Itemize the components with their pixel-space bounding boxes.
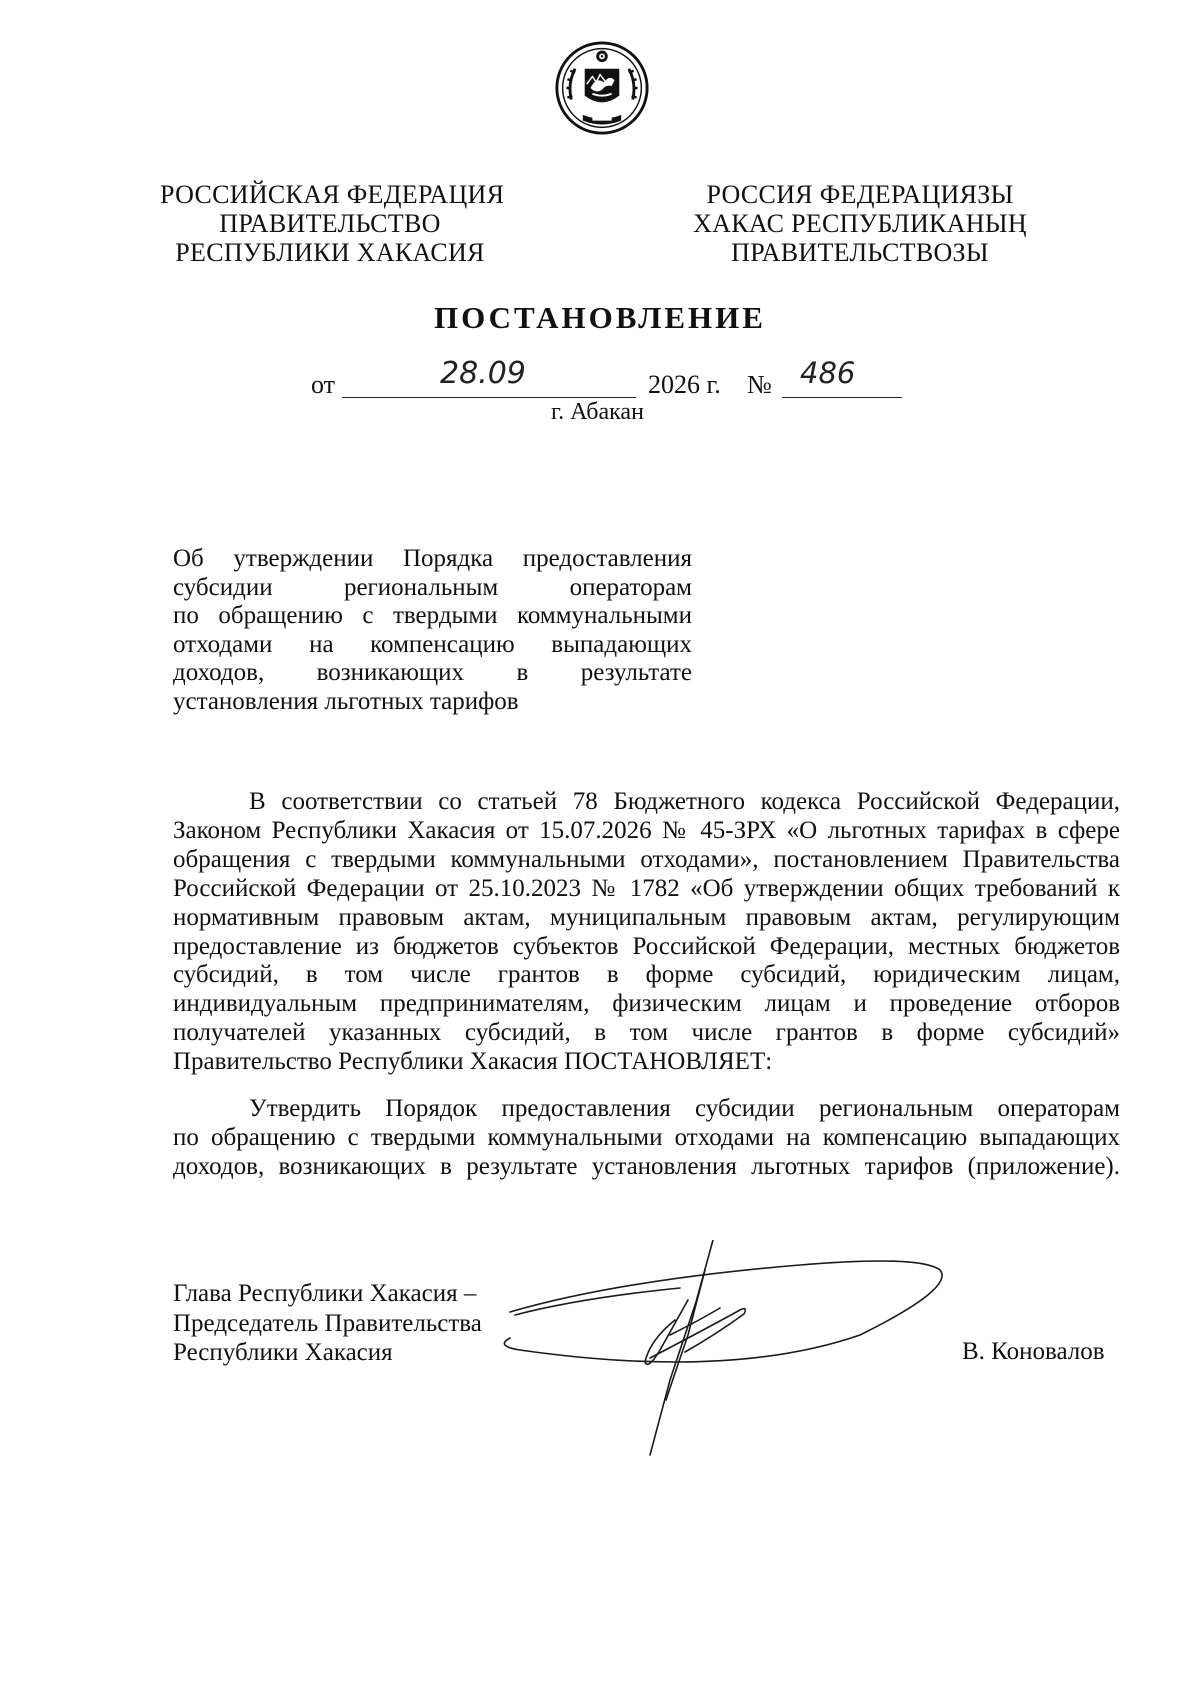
signatory-title-line: Республики Хакасия [173, 1339, 393, 1366]
city-line: г. Абакан [551, 399, 644, 425]
signatory-title [173, 1279, 482, 1368]
body-line: субсидий, в том числе грантов в форме субсидий, юридическим лицам, [173, 961, 1120, 989]
coat-of-arms-icon [554, 40, 650, 136]
body-paragraph-1 [173, 788, 1120, 1077]
body-line: Законом Республики Хакасия от 15.07.2026 № 45-ЗРХ «О льготных тарифах в сфере [173, 816, 1120, 844]
body-line: индивидуальным предпринимателям, физическим лицам и проведение отборов [173, 990, 1120, 1018]
signatory-title-line: Глава Республики Хакасия – [173, 1280, 477, 1307]
subject-line: установления льготных тарифов [173, 687, 519, 715]
year-text: 2026 г. [648, 370, 721, 399]
handwritten-date: 28.09 [440, 356, 526, 391]
header-left-line2: ПРАВИТЕЛЬСТВО [219, 209, 441, 238]
body-line: Российской Федерации от 25.10.2023 № 1782 «Об утверждении общих требований к [173, 874, 1120, 902]
body-line: Утвердить Порядок предоставления субсидии региональным операторам [249, 1095, 1120, 1122]
header-left [160, 180, 505, 267]
subject-block [173, 545, 692, 717]
body-line: Правительство Республики Хакасия ПОСТАНОВЛЯЕТ: [173, 1048, 773, 1076]
header-right-line3: ПРАВИТЕЛЬСТВОЗЫ [731, 238, 989, 267]
body-line: В соответствии со статьей 78 Бюджетного кодекса Российской Федерации, [249, 788, 1120, 815]
subject-line: доходов, возникающих в результате [173, 659, 692, 687]
handwritten-signature-icon [500, 1240, 950, 1470]
subject-line: по обращению с твердыми коммунальными [173, 602, 692, 630]
header-left-line3: РЕСПУБЛИКИ ХАКАСИЯ [175, 238, 485, 267]
header-right-line1: РОССИЯ ФЕДЕРАЦИЯЗЫ [706, 180, 1014, 209]
date-prefix: от [311, 370, 336, 399]
subject-line: отходами на компенсацию выпадающих [173, 630, 692, 658]
body-line: доходов, возникающих в результате установления льготных тарифов (приложение). [173, 1152, 1120, 1180]
body-line: обращения с твердыми коммунальными отходами», постановлением Правительства [173, 845, 1120, 873]
body-line: получателей указанных субсидий, в том числе грантов в форме субсидий» [173, 1019, 1120, 1047]
header-right [680, 180, 1040, 267]
header-left-line1: РОССИЙСКАЯ ФЕДЕРАЦИЯ [160, 180, 505, 209]
date-underline [342, 397, 636, 398]
header-right-line2: ХАКАС РЕСПУБЛИКАНЫҢ [693, 209, 1027, 238]
body-line: нормативным правовым актам, муниципальным правовым актам, регулирующим [173, 903, 1120, 931]
document-type-title: ПОСТАНОВЛЕНИЕ [434, 300, 766, 335]
number-underline [782, 397, 902, 398]
subject-line: субсидии региональным операторам [173, 573, 692, 601]
handwritten-number: 486 [800, 356, 856, 390]
signatory-title-line: Председатель Правительства [173, 1309, 482, 1337]
number-label: № [747, 370, 772, 399]
signatory-name: В. Коновалов [962, 1338, 1105, 1365]
body-line: по обращению с твердыми коммунальными отходами на компенсацию выпадающих [173, 1123, 1120, 1151]
body-line: предоставление из бюджетов субъектов Российской Федерации, местных бюджетов [173, 932, 1120, 960]
subject-line: Об утверждении Порядка предоставления [173, 545, 692, 572]
body-paragraph-2 [173, 1095, 1120, 1182]
